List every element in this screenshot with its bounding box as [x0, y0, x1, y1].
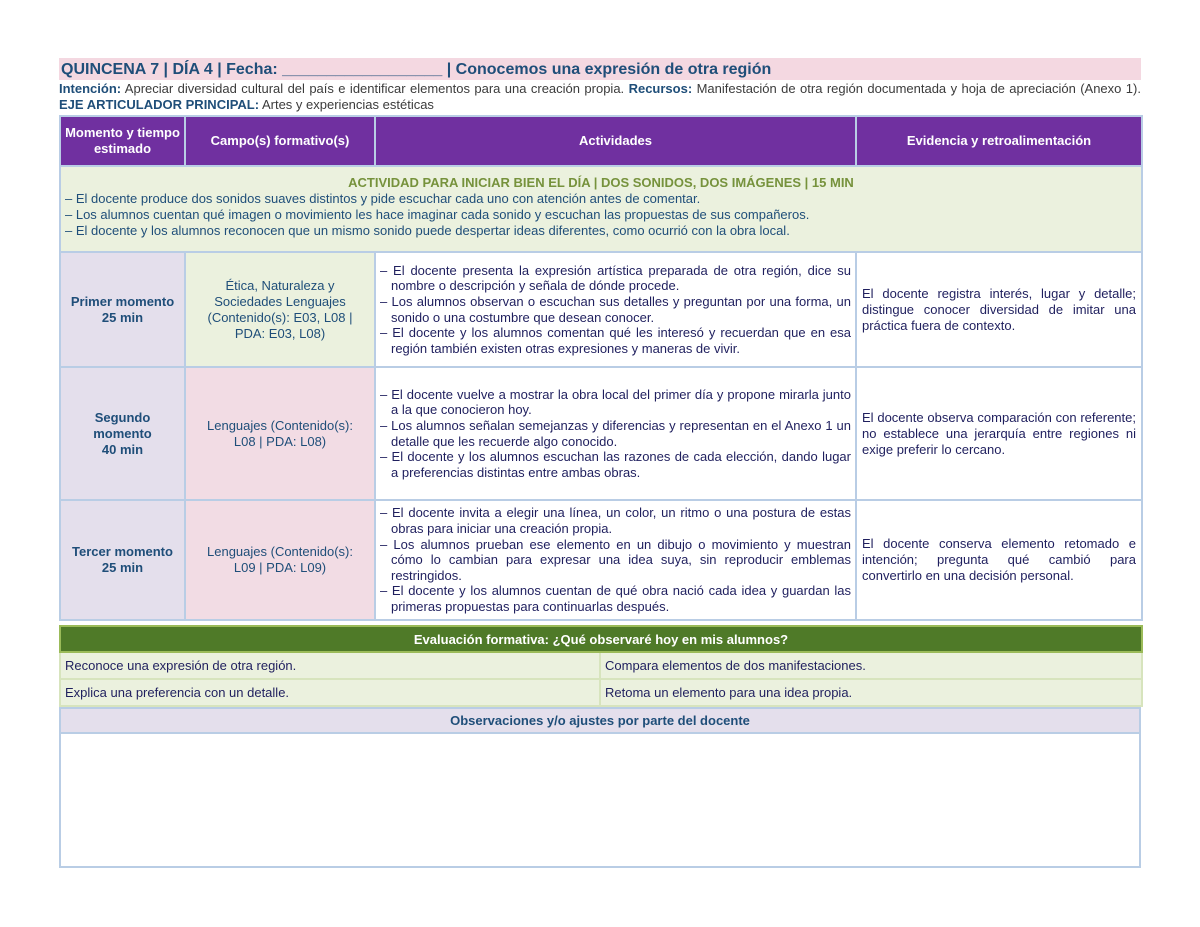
- table-row: [60, 679, 1142, 706]
- moment-cell: [60, 367, 185, 500]
- evaluation-title: Evaluación formativa: ¿Qué observaré hoy en mis alumnos?: [60, 626, 1142, 652]
- activity-item: – El docente presenta la expresión artística preparada de otra región, dice su nombre o descripción y señala de dónde procede.: [380, 262, 851, 294]
- intro-paragraph: [59, 81, 1141, 113]
- moment-cell: [60, 500, 185, 620]
- header-momento: Momento y tiempo estimado: [60, 116, 185, 166]
- table-row: [60, 500, 1142, 620]
- evaluation-cell: Reconoce una expresión de otra región.: [60, 652, 600, 679]
- lesson-plan-page: [59, 58, 1141, 868]
- header-actividades: Actividades: [375, 116, 856, 166]
- moment-label: Primer momento: [70, 293, 175, 309]
- moment-label: Tercer momento: [72, 544, 173, 559]
- table-row: [60, 252, 1142, 367]
- evidence-cell: El docente conserva elemento retomado e intención; pregunta qué cambió para convertirlo en una decisión personal.: [856, 500, 1142, 620]
- header-campo: Campo(s) formativo(s): [185, 116, 375, 166]
- eje-label: EJE ARTICULADOR PRINCIPAL:: [59, 97, 260, 112]
- activity-item: – El docente invita a elegir una línea, un color, un ritmo o una postura de estas obras para iniciar una creación propia.: [380, 505, 851, 537]
- evidence-cell: El docente registra interés, lugar y detalle; distingue conocer diversidad de imitar una práctica fuera de contexto.: [856, 252, 1142, 367]
- start-activity-title: ACTIVIDAD PARA INICIAR BIEN EL DÍA | DOS SONIDOS, DOS IMÁGENES | 15 MIN: [348, 175, 854, 190]
- activity-item: – Los alumnos prueban ese elemento en un dibujo o movimiento y muestran cómo lo cambian para expresar una idea suya, sin reproducir emblemas restringidos.: [380, 536, 851, 583]
- observations-title: Observaciones y/o ajustes por parte del docente: [60, 708, 1140, 733]
- evaluation-cell: Retoma un elemento para una idea propia.: [600, 679, 1142, 706]
- plan-table: [59, 115, 1143, 621]
- recursos-text: Manifestación de otra región documentada y hoja de apreciación (Anexo 1).: [696, 81, 1141, 96]
- moment-time: 25 min: [101, 309, 144, 325]
- page-title: QUINCENA 7 | DÍA 4 | Fecha: __________________ | Conocemos una expresión de otra región: [59, 58, 1141, 80]
- moment-time: 40 min: [101, 441, 144, 457]
- plan-header-row: [60, 116, 1142, 166]
- start-activity-cell: [60, 166, 1142, 252]
- activities-cell: [375, 500, 856, 620]
- moment-label: Segundo momento: [93, 409, 152, 441]
- table-row: [60, 652, 1142, 679]
- activity-item: – Los alumnos observan o escuchan sus detalles y preguntan por una forma, un sonido o una costumbre que desean conocer.: [380, 293, 851, 325]
- evidence-cell: El docente observa comparación con referente; no establece una jerarquía entre regiones ni exige preferir lo cercano.: [856, 367, 1142, 500]
- field-cell: Ética, Naturaleza y Sociedades Lenguajes (Contenido(s): E03, L08 | PDA: E03, L08): [185, 252, 375, 367]
- moment-cell: [60, 252, 185, 367]
- activity-item: – El docente y los alumnos escuchan las razones de cada elección, dando lugar a preferencias distintas entre ambas obras.: [380, 449, 851, 480]
- recursos-label: Recursos:: [628, 81, 693, 96]
- activities-cell: [375, 252, 856, 367]
- evaluation-cell: Explica una preferencia con un detalle.: [60, 679, 600, 706]
- intencion-text: Apreciar diversidad cultural del país e identificar elementos para una creación propia.: [124, 81, 625, 96]
- start-activity-line: – El docente produce dos sonidos suaves distintos y pide escuchar cada uno con atención antes de comentar.: [65, 191, 701, 206]
- intencion-label: Intención:: [59, 81, 122, 96]
- eje-text: Artes y experiencias estéticas: [261, 97, 434, 112]
- moment-time: 25 min: [101, 560, 144, 575]
- observations-area[interactable]: [60, 733, 1140, 867]
- field-cell: Lenguajes (Contenido(s): L09 | PDA: L09): [185, 500, 375, 620]
- activity-item: – El docente y los alumnos cuentan de qué obra nació cada idea y guardan las primeras propuestas para continuarlas después.: [380, 583, 851, 614]
- start-activity-line: – Los alumnos cuentan qué imagen o movimiento les hace imaginar cada sonido y escuchan las propuestas de sus compañeros.: [65, 207, 810, 222]
- activity-item: – Los alumnos señalan semejanzas y diferencias y representan en el Anexo 1 un detalle que les recuerde algo conocido.: [380, 417, 851, 449]
- activity-item: – El docente y los alumnos comentan qué les interesó y recuerdan que en esa región también existen otras expresiones y maneras de vivir.: [380, 325, 851, 356]
- field-cell: Lenguajes (Contenido(s): L08 | PDA: L08): [185, 367, 375, 500]
- observations-table: [59, 707, 1141, 868]
- evaluation-cell: Compara elementos de dos manifestaciones.: [600, 652, 1142, 679]
- start-activity-row: [60, 166, 1142, 252]
- table-row: [60, 367, 1142, 500]
- activities-cell: [375, 367, 856, 500]
- header-evidencia: Evidencia y retroalimentación: [856, 116, 1142, 166]
- start-activity-line: – El docente y los alumnos reconocen que un mismo sonido puede despertar ideas diferentes, como ocurrió con la obra local.: [65, 223, 790, 238]
- evaluation-table: [59, 625, 1143, 707]
- activity-item: – El docente vuelve a mostrar la obra local del primer día y propone mirarla junto a la que conocieron hoy.: [380, 386, 851, 418]
